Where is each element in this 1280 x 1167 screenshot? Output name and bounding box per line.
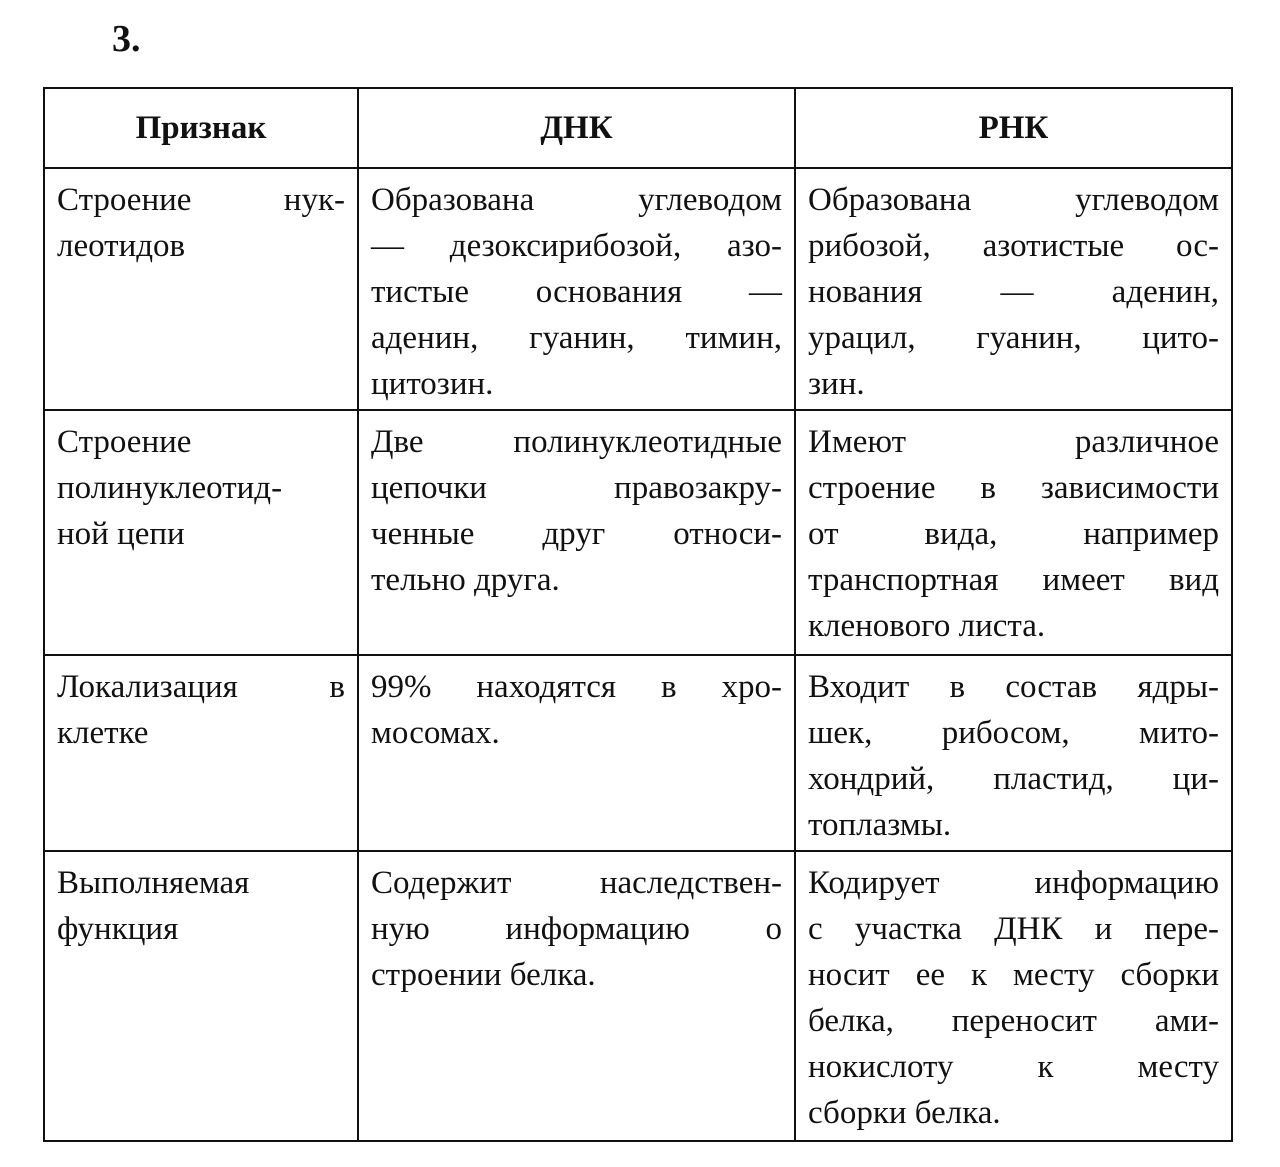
cell-feature (44, 851, 358, 1141)
cell-line: топлазмы. (808, 807, 952, 843)
cell-dna (358, 168, 795, 410)
cell-line: рибозой, азотистые ос- (808, 228, 1219, 264)
cell-line: шек, рибосом, мито- (808, 715, 1219, 751)
cell-line: Выполняемая (57, 865, 250, 901)
cell-line: Имеют различное (808, 424, 1219, 460)
cell-feature (44, 168, 358, 410)
cell-feature (44, 410, 358, 655)
cell-line: кленового листа. (808, 608, 1046, 644)
cell-line: мосомах. (371, 715, 500, 751)
table-row (44, 410, 1232, 655)
cell-line: Образована углеводом (808, 182, 1219, 218)
cell-line: с участка ДНК и пере- (808, 911, 1219, 947)
cell-line: цитозин. (371, 366, 494, 402)
cell-line: цепочки правозакру- (371, 470, 782, 506)
cell-line: Строение (57, 424, 192, 460)
cell-dna (358, 851, 795, 1141)
table-header-row (44, 88, 1232, 168)
cell-line: Входит в состав ядры- (808, 669, 1219, 705)
comparison-table (43, 87, 1233, 1142)
cell-line: строение в зависимости (808, 470, 1219, 506)
cell-line: Кодирует информацию (808, 865, 1219, 901)
task-number: 3. (112, 18, 141, 60)
cell-line: леотидов (57, 228, 186, 264)
cell-rna (795, 655, 1232, 851)
header-feature: Признак (44, 88, 358, 168)
cell-line: ную информацию о (371, 911, 782, 947)
cell-rna (795, 168, 1232, 410)
cell-line: носит ее к месту сборки (808, 957, 1219, 993)
cell-line: Локализация в (57, 669, 345, 705)
cell-line: нования — аденин, (808, 274, 1219, 310)
cell-line: — дезоксирибозой, азо- (371, 228, 782, 264)
cell-feature (44, 655, 358, 851)
header-dna: ДНК (358, 88, 795, 168)
cell-line: от вида, например (808, 516, 1219, 552)
cell-line: ченные друг относи- (371, 516, 782, 552)
cell-line: 99% находятся в хро- (371, 669, 782, 705)
table-row (44, 168, 1232, 410)
cell-rna (795, 851, 1232, 1141)
cell-rna (795, 410, 1232, 655)
cell-line: сборки белка. (808, 1095, 1001, 1131)
cell-line: тистые основания — (371, 274, 782, 310)
cell-line: Содержит наследствен- (371, 865, 782, 901)
cell-line: зин. (808, 366, 865, 402)
cell-dna (358, 655, 795, 851)
cell-line: аденин, гуанин, тимин, (371, 320, 782, 356)
cell-line: Две полинуклеотидные (371, 424, 782, 460)
table-row (44, 655, 1232, 851)
cell-line: ной цепи (57, 516, 185, 552)
cell-line: полинуклеотид- (57, 470, 283, 506)
cell-line: белка, переносит ами- (808, 1003, 1219, 1039)
cell-line: нокислоту к месту (808, 1049, 1219, 1085)
cell-line: функция (57, 911, 179, 947)
table-row (44, 851, 1232, 1141)
cell-line: строении белка. (371, 957, 596, 993)
header-rna: РНК (795, 88, 1232, 168)
cell-line: Образована углеводом (371, 182, 782, 218)
cell-line: урацил, гуанин, цито- (808, 320, 1219, 356)
cell-line: клетке (57, 715, 149, 751)
cell-line: тельно друга. (371, 562, 560, 598)
cell-line: Строение нук- (57, 182, 345, 218)
cell-line: транспортная имеет вид (808, 562, 1219, 598)
cell-line: хондрий, пластид, ци- (808, 761, 1219, 797)
cell-dna (358, 410, 795, 655)
